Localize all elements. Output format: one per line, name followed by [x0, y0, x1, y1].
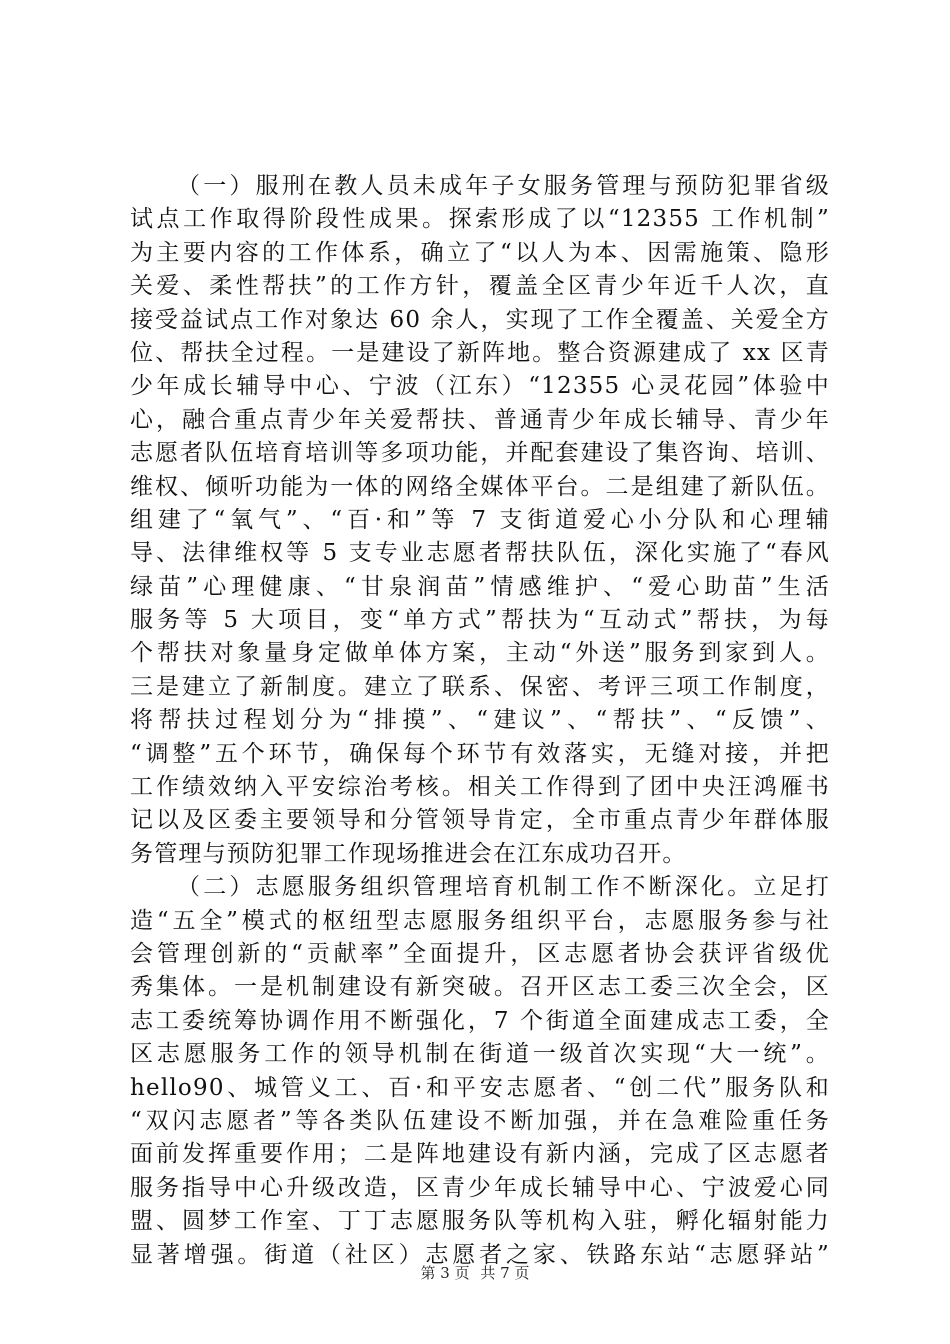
text-line: 志愿者队伍培育培训等多项功能，并配套建设了集咨询、培训、 [130, 440, 830, 467]
text-line: 试点工作取得阶段性成果。探索形成了以“12355 工作机制” [130, 206, 830, 233]
text-line: 显著增强。街道（社区）志愿者之家、铁路东站“志愿驿站” [130, 1241, 830, 1268]
text-line: 关爱、柔性帮扶”的工作方针，覆盖全区青少年近千人次，直 [130, 273, 830, 300]
text-line: （二）志愿服务组织管理培育机制工作不断深化。立足打 [177, 874, 830, 901]
text-line: 服务指导中心升级改造，区青少年成长辅导中心、宁波爱心同 [130, 1174, 830, 1201]
text-line: 接受益试点工作对象达 60 余人，实现了工作全覆盖、关爱全方 [130, 306, 830, 333]
text-line: 面前发挥重要作用；二是阵地建设有新内涵，完成了区志愿者 [130, 1141, 830, 1168]
text-line: 秀集体。一是机制建设有新突破。召开区志工委三次全会，区 [130, 974, 830, 1001]
text-line: 将帮扶过程划分为“排摸”、“建议”、“帮扶”、“反馈”、 [130, 707, 830, 734]
text-line: 心，融合重点青少年关爱帮扶、普通青少年成长辅导、青少年 [130, 406, 830, 433]
page-number: 第 3 页 [420, 1264, 470, 1282]
text-line: 服务等 5 大项目，变“单方式”帮扶为“互动式”帮扶，为每 [130, 607, 830, 634]
text-line: 三是建立了新制度。建立了联系、保密、考评三项工作制度， [130, 673, 830, 700]
text-line: 少年成长辅导中心、宁波（江东）“12355 心灵花园”体验中 [130, 373, 830, 400]
page-footer [0, 1262, 950, 1283]
text-line: “双闪志愿者”等各类队伍建设不断加强，并在急难险重任务 [130, 1107, 830, 1134]
text-line: 组建了“氧气”、“百·和”等 7 支街道爱心小分队和心理辅 [130, 506, 830, 533]
text-line: 盟、圆梦工作室、丁丁志愿服务队等机构入驻，孵化辐射能力 [130, 1208, 830, 1235]
text-line: （一）服刑在教人员未成年子女服务管理与预防犯罪省级 [177, 173, 830, 199]
text-line: “调整”五个环节，确保每个环节有效落实，无缝对接，并把 [130, 740, 830, 767]
text-line: hello90、城管义工、百·和平安志愿者、“创二代”服务队和 [130, 1074, 830, 1101]
text-line: 会管理创新的“贡献率”全面提升，区志愿者协会获评省级优 [130, 940, 830, 967]
text-line: 维权、倾听功能为一体的网络全媒体平台。二是组建了新队伍。 [130, 473, 830, 500]
text-line: 区志愿服务工作的领导机制在街道一级首次实现“大一统”。 [130, 1041, 830, 1068]
text-line: 务管理与预防犯罪工作现场推进会在江东成功召开。 [130, 840, 687, 867]
text-line: 为主要内容的工作体系，确立了“以人为本、因需施策、隐形 [130, 239, 830, 266]
text-line: 导、法律维权等 5 支专业志愿者帮扶队伍，深化实施了“春风 [130, 540, 830, 567]
text-line: 工作绩效纳入平安综治考核。相关工作得到了团中央汪鸿雁书 [130, 774, 830, 801]
text-line: 绿苗”心理健康、“甘泉润苗”情感维护、“爱心助苗”生活 [130, 573, 830, 600]
body-text [130, 170, 830, 1272]
text-line: 志工委统筹协调作用不断强化，7 个街道全面建成志工委，全 [130, 1007, 830, 1034]
text-line: 位、帮扶全过程。一是建设了新阵地。整合资源建成了 xx 区青 [130, 339, 830, 366]
text-line: 个帮扶对象量身定做单体方案，主动“外送”服务到家到人。 [130, 640, 830, 667]
text-line: 造“五全”模式的枢纽型志愿服务组织平台，志愿服务参与社 [130, 907, 830, 934]
text-line: 记以及区委主要领导和分管领导肯定，全市重点青少年群体服 [130, 807, 830, 834]
page-total: 共 7 页 [480, 1264, 530, 1282]
